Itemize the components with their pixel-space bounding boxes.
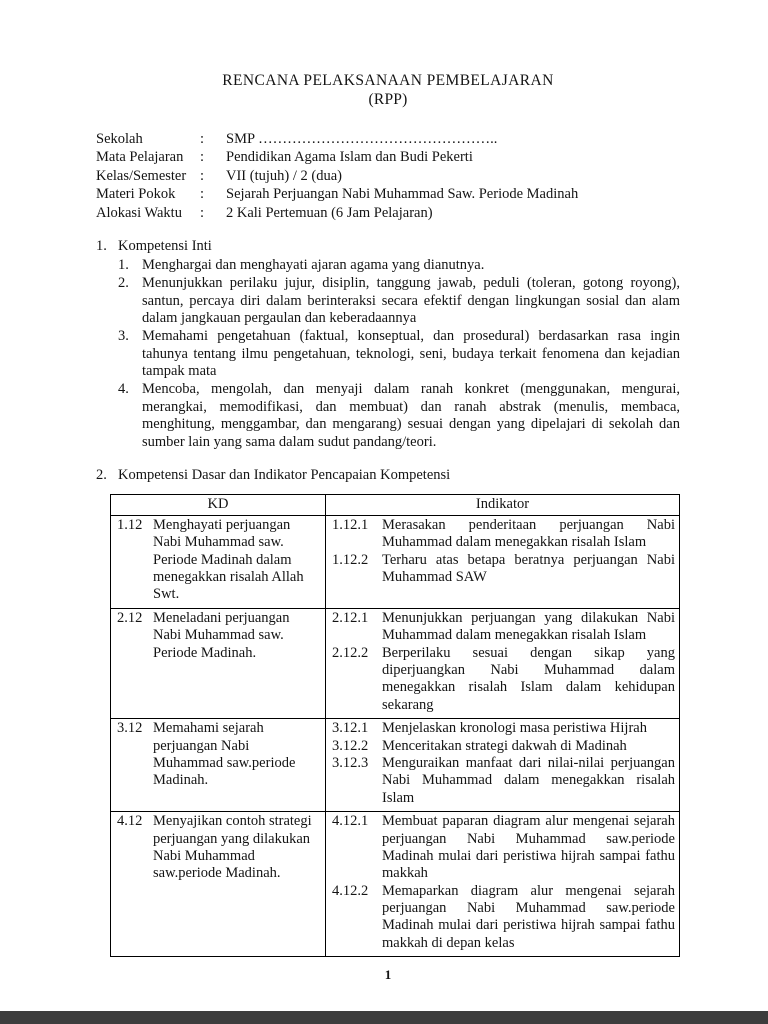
indicator-entry: [332, 645, 675, 715]
metadata-row-mata-pelajaran: [96, 148, 680, 167]
indicator-entry: [332, 755, 675, 807]
table-header-indikator: Indikator: [326, 495, 680, 515]
indicator-number: 1.12.2: [332, 551, 369, 568]
indicator-entry: [332, 517, 675, 552]
metadata-separator: :: [200, 186, 205, 203]
indicator-entry: [332, 738, 675, 755]
indicator-entry: [332, 883, 675, 953]
section-title: Kompetensi Inti: [118, 237, 212, 254]
kd-text: Meneladani perjuangan Nabi Muhammad saw. Periode Madinah.: [153, 609, 290, 661]
document-title: [96, 72, 680, 110]
kompetensi-inti-item: [118, 328, 680, 381]
indicator-number: 2.12.1: [332, 609, 369, 626]
list-item-text: Menunjukkan perilaku jujur, disiplin, tanggung jawab, peduli (toleran, gotong royong), santun, percaya diri dalam berinteraksi secara efektif dengan lingkungan sosial dan alam dalam jangkauan pergaulan dan keberadaannya: [142, 274, 680, 327]
table-row: [111, 812, 680, 957]
metadata-row-sekolah: [96, 130, 680, 149]
list-item-number: 1.: [118, 257, 129, 274]
indicator-number: 3.12.1: [332, 720, 369, 737]
list-item-text: Menghargai dan menghayati ajaran agama yang dianutnya.: [142, 257, 485, 274]
indikator-cell: [326, 515, 680, 608]
table-header-kd: KD: [111, 495, 326, 515]
section-title: Kompetensi Dasar dan Indikator Pencapaian Kompetensi: [118, 466, 451, 483]
section-number: 1.: [96, 237, 107, 254]
metadata-label: Kelas/Semester: [96, 167, 187, 184]
indicator-number: 4.12.1: [332, 813, 369, 830]
indicator-number: 3.12.2: [332, 737, 369, 754]
metadata-value: VII (tujuh) / 2 (dua): [226, 167, 342, 184]
section-1-heading: [96, 238, 680, 256]
indicator-text: Menunjukkan perjuangan yang dilakukan Nabi Muhammad dalam menegakkan risalah Islam: [382, 609, 675, 644]
kompetensi-inti-item: [118, 381, 680, 452]
list-item-text: Mencoba, mengolah, dan menyaji dalam ranah konkret (menggunakan, mengurai, merangkai, memodifikasi, dan membuat) dan ranah abstrak (menulis, membaca, menghitung, menggambar, dan mengarang) sesuai dengan yang dipelajari di sekolah dan sumber lain yang sama dalam sudut pandang/teori.: [142, 381, 680, 451]
list-item-number: 4.: [118, 381, 129, 398]
document-title-line2: (RPP): [368, 90, 408, 108]
table-row: [111, 515, 680, 608]
metadata-value: SMP …………………………………………..: [226, 130, 498, 147]
metadata-separator: :: [200, 149, 205, 166]
list-item-number: 2.: [118, 274, 129, 291]
kd-number: 1.12: [117, 516, 143, 533]
kd-text: Memahami sejarah perjuangan Nabi Muhammad saw.periode Madinah.: [153, 720, 296, 789]
section-number: 2.: [96, 466, 107, 483]
metadata-label: Materi Pokok: [96, 186, 176, 203]
indicator-text: Menguraikan manfaat dari nilai-nilai perjuangan Nabi Muhammad dalam menegakkan risalah Islam: [382, 754, 675, 806]
indicator-text: Terharu atas betapa beratnya perjuangan Nabi Muhammad SAW: [382, 551, 675, 586]
indicator-entry: [332, 813, 675, 883]
indicator-entry: [332, 720, 675, 737]
kompetensi-inti-item: [118, 275, 680, 328]
metadata-separator: :: [200, 205, 205, 221]
table-row: [111, 608, 680, 718]
metadata-label: Mata Pelajaran: [96, 149, 184, 166]
metadata-separator: :: [200, 167, 205, 184]
kd-cell: [111, 812, 326, 957]
section-2-heading: [96, 467, 680, 485]
kd-cell: [111, 719, 326, 812]
indicator-text: Berperilaku sesuai dengan sikap yang diperjuangkan Nabi Muhammad dalam menegakkan risalah Islam dalam kehidupan sekarang: [382, 644, 675, 713]
kd-number: 3.12: [117, 720, 143, 737]
metadata-row-alokasi-waktu: [96, 204, 680, 223]
indikator-cell: [326, 719, 680, 812]
metadata-row-kelas-semester: [96, 167, 680, 186]
kompetensi-inti-list: [96, 257, 680, 452]
table-row: [111, 719, 680, 812]
indicator-text: Menjelaskan kronologi masa peristiwa Hijrah: [382, 720, 647, 737]
metadata-row-materi-pokok: [96, 185, 680, 204]
indicator-number: 2.12.2: [332, 644, 369, 661]
indicator-text: Merasakan penderitaan perjuangan Nabi Muhammad dalam menegakkan risalah Islam: [382, 516, 675, 551]
kompetensi-inti-item: [118, 257, 680, 275]
metadata-block: [96, 130, 680, 223]
metadata-label: Sekolah: [96, 130, 143, 147]
metadata-value: Pendidikan Agama Islam dan Budi Pekerti: [226, 149, 473, 166]
viewer-bottom-bar: [0, 1011, 768, 1024]
indicator-entry: [332, 552, 675, 587]
indikator-cell: [326, 608, 680, 718]
kd-cell: [111, 608, 326, 718]
kd-text: Menghayati perjuangan Nabi Muhammad saw. Periode Madinah dalam menegakkan risalah Allah Swt.: [153, 516, 304, 603]
metadata-value: 2 Kali Pertemuan (6 Jam Pelajaran): [226, 205, 433, 221]
kd-number: 4.12: [117, 813, 143, 830]
page-number: 1: [384, 967, 392, 983]
indicator-entry: [332, 610, 675, 645]
indicator-number: 3.12.3: [332, 754, 369, 771]
indikator-cell: [326, 812, 680, 957]
list-item-text: Memahami pengetahuan (faktual, konseptual, dan prosedural) berdasarkan rasa ingin tahunya tentang ilmu pengetahuan, teknologi, seni, budaya terkait fenomena dan kejadian tampak mata: [142, 327, 680, 380]
document-title-line1: RENCANA PELAKSANAAN PEMBELAJARAN: [222, 72, 554, 89]
metadata-separator: :: [200, 130, 205, 147]
indicator-text: Membuat paparan diagram alur mengenai sejarah perjuangan Nabi Muhammad saw.periode Madinah mulai dari peristiwa hijrah sampai fathu makkah: [382, 813, 675, 882]
table-header-row: [111, 495, 680, 515]
kd-text: Menyajikan contoh strategi perjuangan yang dilakukan Nabi Muhammad saw.periode Madinah.: [153, 813, 312, 882]
indicator-text: Memaparkan diagram alur mengenai sejarah perjuangan Nabi Muhammad saw.periode Madinah mulai dari peristiwa hijrah sampai fathu makkah di depan kelas: [382, 882, 675, 951]
kd-cell: [111, 515, 326, 608]
metadata-value: Sejarah Perjuangan Nabi Muhammad Saw. Periode Madinah: [226, 186, 579, 203]
kd-number: 2.12: [117, 609, 143, 626]
indicator-number: 1.12.1: [332, 516, 369, 533]
kd-indikator-table: [110, 494, 680, 957]
indicator-number: 4.12.2: [332, 882, 369, 899]
metadata-label: Alokasi Waktu: [96, 205, 182, 221]
indicator-text: Menceritakan strategi dakwah di Madinah: [382, 737, 627, 754]
list-item-number: 3.: [118, 327, 129, 344]
